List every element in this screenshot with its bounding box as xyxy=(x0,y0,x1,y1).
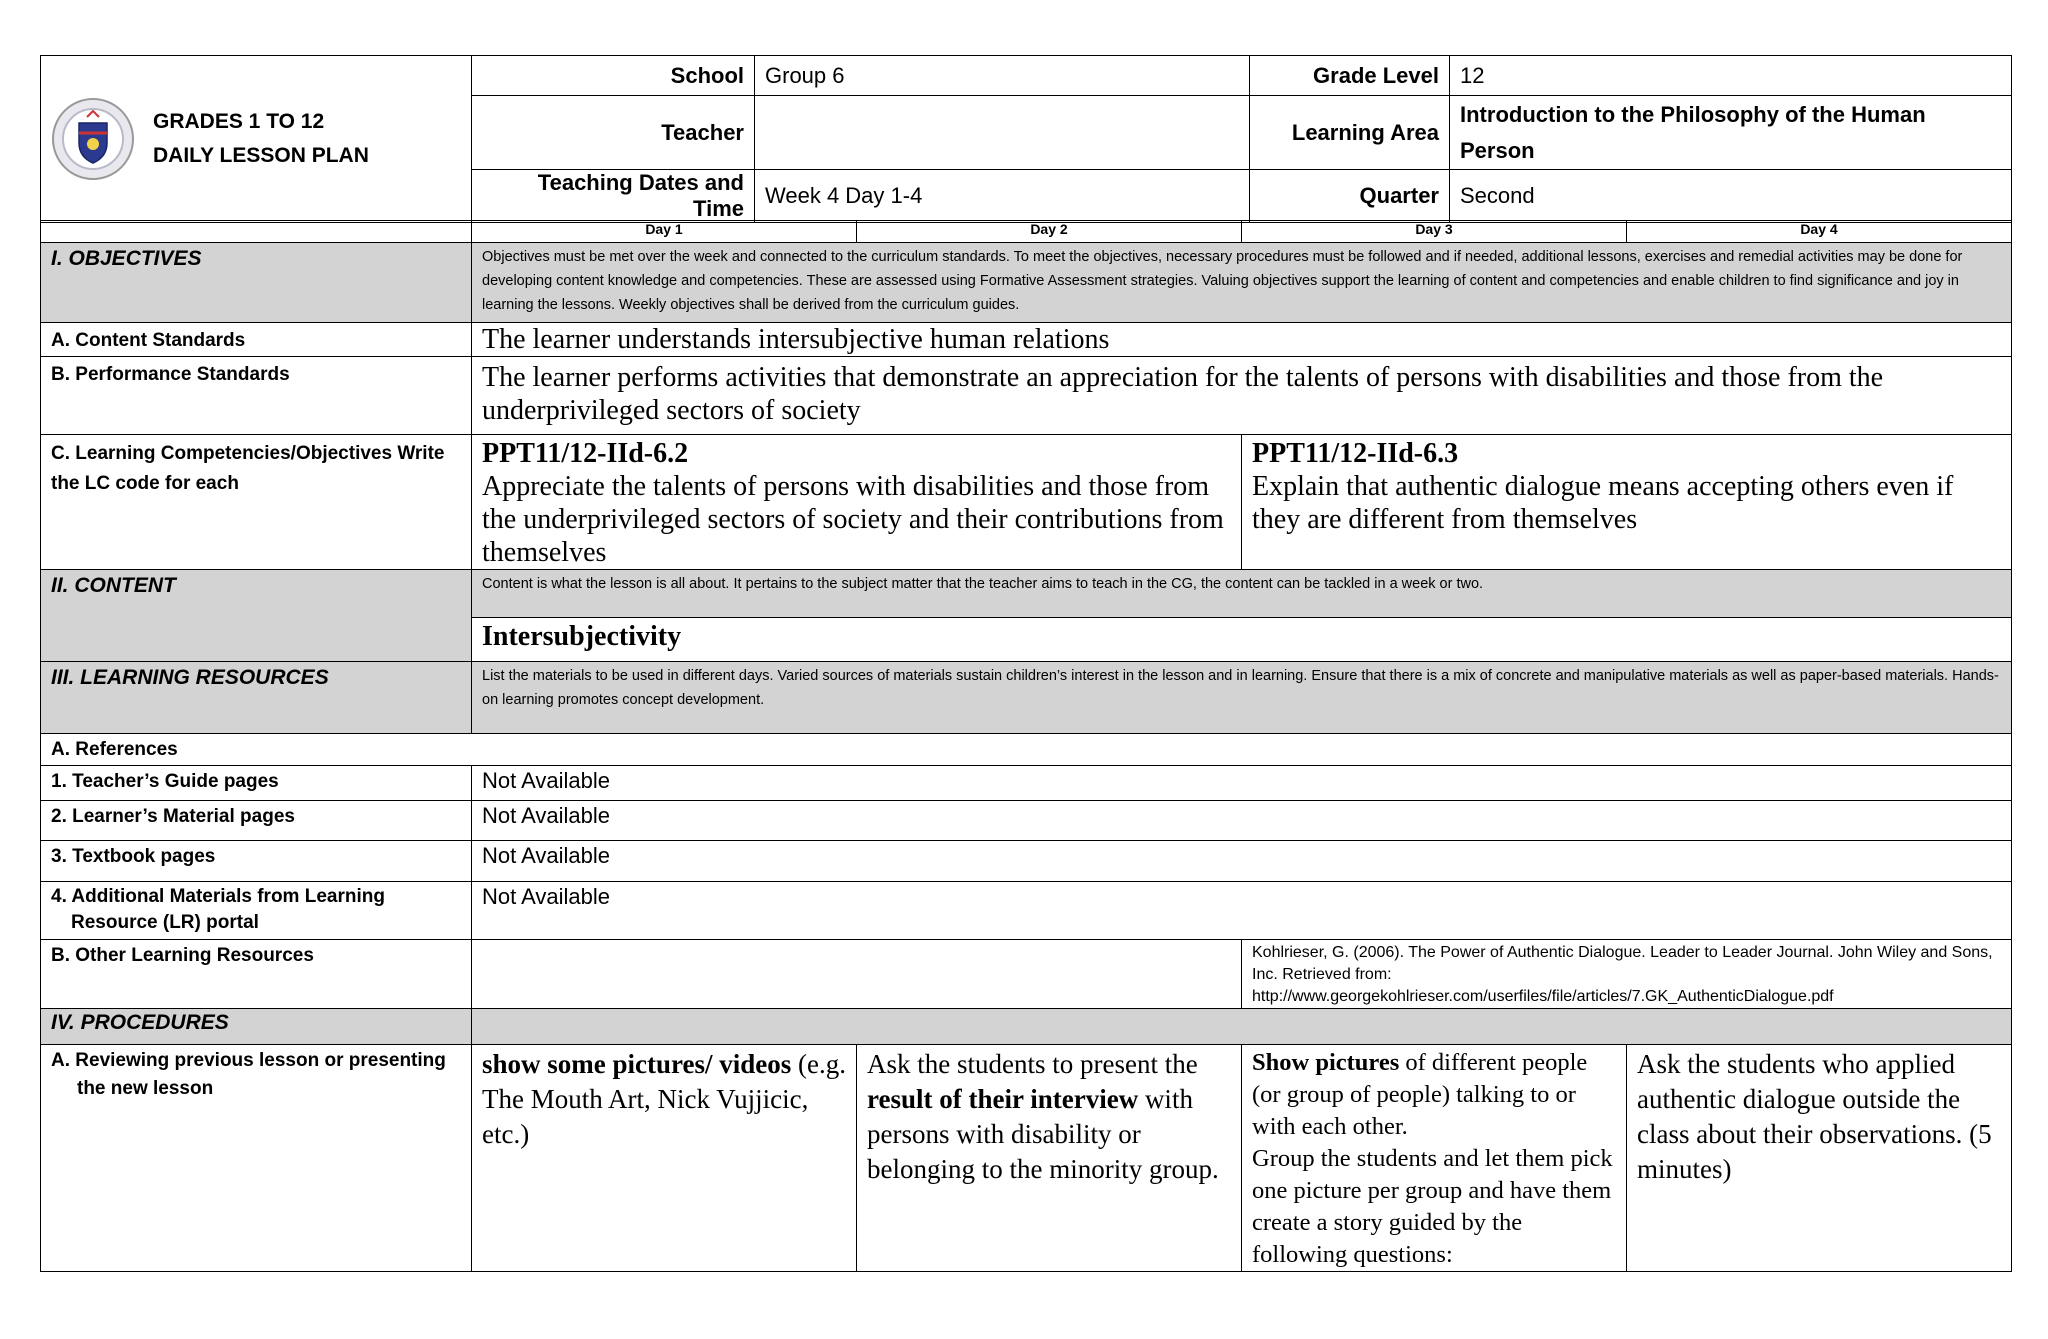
day-header-4: Day 4 xyxy=(1627,221,2012,243)
content-standards-value: The learner understands intersubjective human relations xyxy=(472,323,2012,357)
competency-day3-4 xyxy=(1242,435,2012,570)
lesson-plan-table xyxy=(40,220,2012,1272)
day2-text-post: with persons with disability or belonging to the minority group. xyxy=(867,1084,1219,1184)
learning-competencies-label: C. Learning Competencies/Objectives Write the LC code for each xyxy=(41,435,472,570)
additional-materials-label-line2: Resource (LR) portal xyxy=(71,912,259,933)
teaching-dates-label: Teaching Dates and Time xyxy=(472,170,755,223)
header-table xyxy=(40,55,2012,223)
teachers-guide-label: 1. Teacher’s Guide pages xyxy=(41,766,472,801)
day-header-blank xyxy=(41,221,472,243)
references-label: A. References xyxy=(41,734,2012,766)
performance-standards-value: The learner performs activities that demonstrate an appreciation for the talents of persons with disabilities and those from the underprivileged sectors of society xyxy=(472,357,2012,435)
other-resources-blank xyxy=(472,940,1242,1009)
plan-title xyxy=(153,105,369,173)
competency-text-1: Appreciate the talents of persons with disabilities and those from the underprivileged sectors of society and their contributions from themselves xyxy=(482,471,1224,568)
content-heading: II. CONTENT xyxy=(41,570,472,662)
plan-title-line2: DAILY LESSON PLAN xyxy=(153,144,369,167)
additional-materials-label xyxy=(41,882,472,940)
other-resources-label: B. Other Learning Resources xyxy=(41,940,472,1009)
procedures-heading-blank xyxy=(472,1009,2012,1045)
content-note: Content is what the lesson is all about. It pertains to the subject matter that the teacher aims to teach in the CG, the content can be tackled in a week or two. xyxy=(472,570,2012,618)
day3-text-line2: Group the students and let them pick one picture per group and have them create a story guided by the following questions: xyxy=(1252,1145,1613,1268)
reviewing-lesson-label-line1: A. Reviewing previous lesson or presenting xyxy=(51,1050,446,1071)
procedure-day2 xyxy=(857,1045,1242,1272)
learners-material-value: Not Available xyxy=(472,801,2012,841)
quarter-label: Quarter xyxy=(1250,170,1450,223)
header-logo-cell xyxy=(41,56,472,223)
day1-text: (e.g. The Mouth Art, Nick Vujjicic, etc.) xyxy=(482,1049,846,1149)
grade-level-label: Grade Level xyxy=(1250,56,1450,96)
objectives-note: Objectives must be met over the week and connected to the curriculum standards. To meet the objectives, necessary procedures must be followed and if needed, additional lessons, exercises and remedial activities may be done for developing content knowledge and competencies. These are assessed using Formative Assessment strategies. Valuing objectives support the learning of content and competencies and enable children to find significance and joy in learning the lessons. Weekly objectives shall be derived from the curriculum guides. xyxy=(472,243,2012,323)
other-resources-value xyxy=(1242,940,2012,1009)
textbook-pages-value: Not Available xyxy=(472,841,2012,882)
competency-code-2: PPT11/12-IId-6.3 xyxy=(1252,438,1459,469)
content-standards-label: A. Content Standards xyxy=(41,323,472,357)
reviewing-lesson-label-line2: the new lesson xyxy=(77,1078,214,1099)
learning-area-label: Learning Area xyxy=(1250,96,1450,170)
additional-materials-label-line1: 4. Additional Materials from Learning xyxy=(51,886,385,907)
quarter-value: Second xyxy=(1450,170,2012,223)
textbook-pages-label: 3. Textbook pages xyxy=(41,841,472,882)
day-header-2: Day 2 xyxy=(857,221,1242,243)
procedure-day4: Ask the students who applied authentic dialogue outside the class about their observations. (5 minutes) xyxy=(1627,1045,2012,1272)
school-value: Group 6 xyxy=(755,56,1250,96)
day1-bold-text: show some pictures/ videos xyxy=(482,1049,792,1079)
day3-text: of different people (or group of people) talking to or with each other. xyxy=(1252,1049,1588,1140)
day3-bold-text: Show pictures xyxy=(1252,1049,1400,1076)
day-header-1: Day 1 xyxy=(472,221,857,243)
plan-title-line1: GRADES 1 TO 12 xyxy=(153,110,325,133)
learning-area-value: Introduction to the Philosophy of the Human Person xyxy=(1450,96,2012,170)
competency-day1-2 xyxy=(472,435,1242,570)
school-label: School xyxy=(472,56,755,96)
day-header-3: Day 3 xyxy=(1242,221,1627,243)
additional-materials-value: Not Available xyxy=(472,882,2012,940)
learning-resources-heading: III. LEARNING RESOURCES xyxy=(41,662,472,734)
teacher-label: Teacher xyxy=(472,96,755,170)
performance-standards-label: B. Performance Standards xyxy=(41,357,472,435)
day2-text-pre: Ask the students to present the xyxy=(867,1049,1198,1079)
teacher-value xyxy=(755,96,1250,170)
learning-resources-note: List the materials to be used in different days. Varied sources of materials sustain children’s interest in the lesson and in learning. Ensure that there is a mix of concrete and manipulative materials as well as paper-based materials. Hands-on learning promotes concept development. xyxy=(472,662,2012,734)
deped-seal-logo-icon xyxy=(51,97,135,181)
reviewing-lesson-label xyxy=(41,1045,472,1272)
other-resources-url: http://www.georgekohlrieser.com/userfiles/file/articles/7.GK_AuthenticDialogue.pdf xyxy=(1252,988,1834,1005)
teachers-guide-value: Not Available xyxy=(472,766,2012,801)
learners-material-label: 2. Learner’s Material pages xyxy=(41,801,472,841)
procedure-day3 xyxy=(1242,1045,1627,1272)
day2-bold-text: result of their interview xyxy=(867,1084,1139,1114)
procedure-day1 xyxy=(472,1045,857,1272)
grade-level-value: 12 xyxy=(1450,56,2012,96)
objectives-heading: I. OBJECTIVES xyxy=(41,243,472,323)
competency-text-2: Explain that authentic dialogue means accepting others even if they are different from themselves xyxy=(1252,471,1954,535)
procedures-heading: IV. PROCEDURES xyxy=(41,1009,472,1045)
content-value: Intersubjectivity xyxy=(472,618,2012,662)
teaching-dates-value: Week 4 Day 1-4 xyxy=(755,170,1250,223)
other-resources-citation: Kohlrieser, G. (2006). The Power of Authentic Dialogue. Leader to Leader Journal. John Wiley and Sons, Inc. Retrieved from: xyxy=(1252,944,1993,983)
competency-code-1: PPT11/12-IId-6.2 xyxy=(482,438,689,469)
